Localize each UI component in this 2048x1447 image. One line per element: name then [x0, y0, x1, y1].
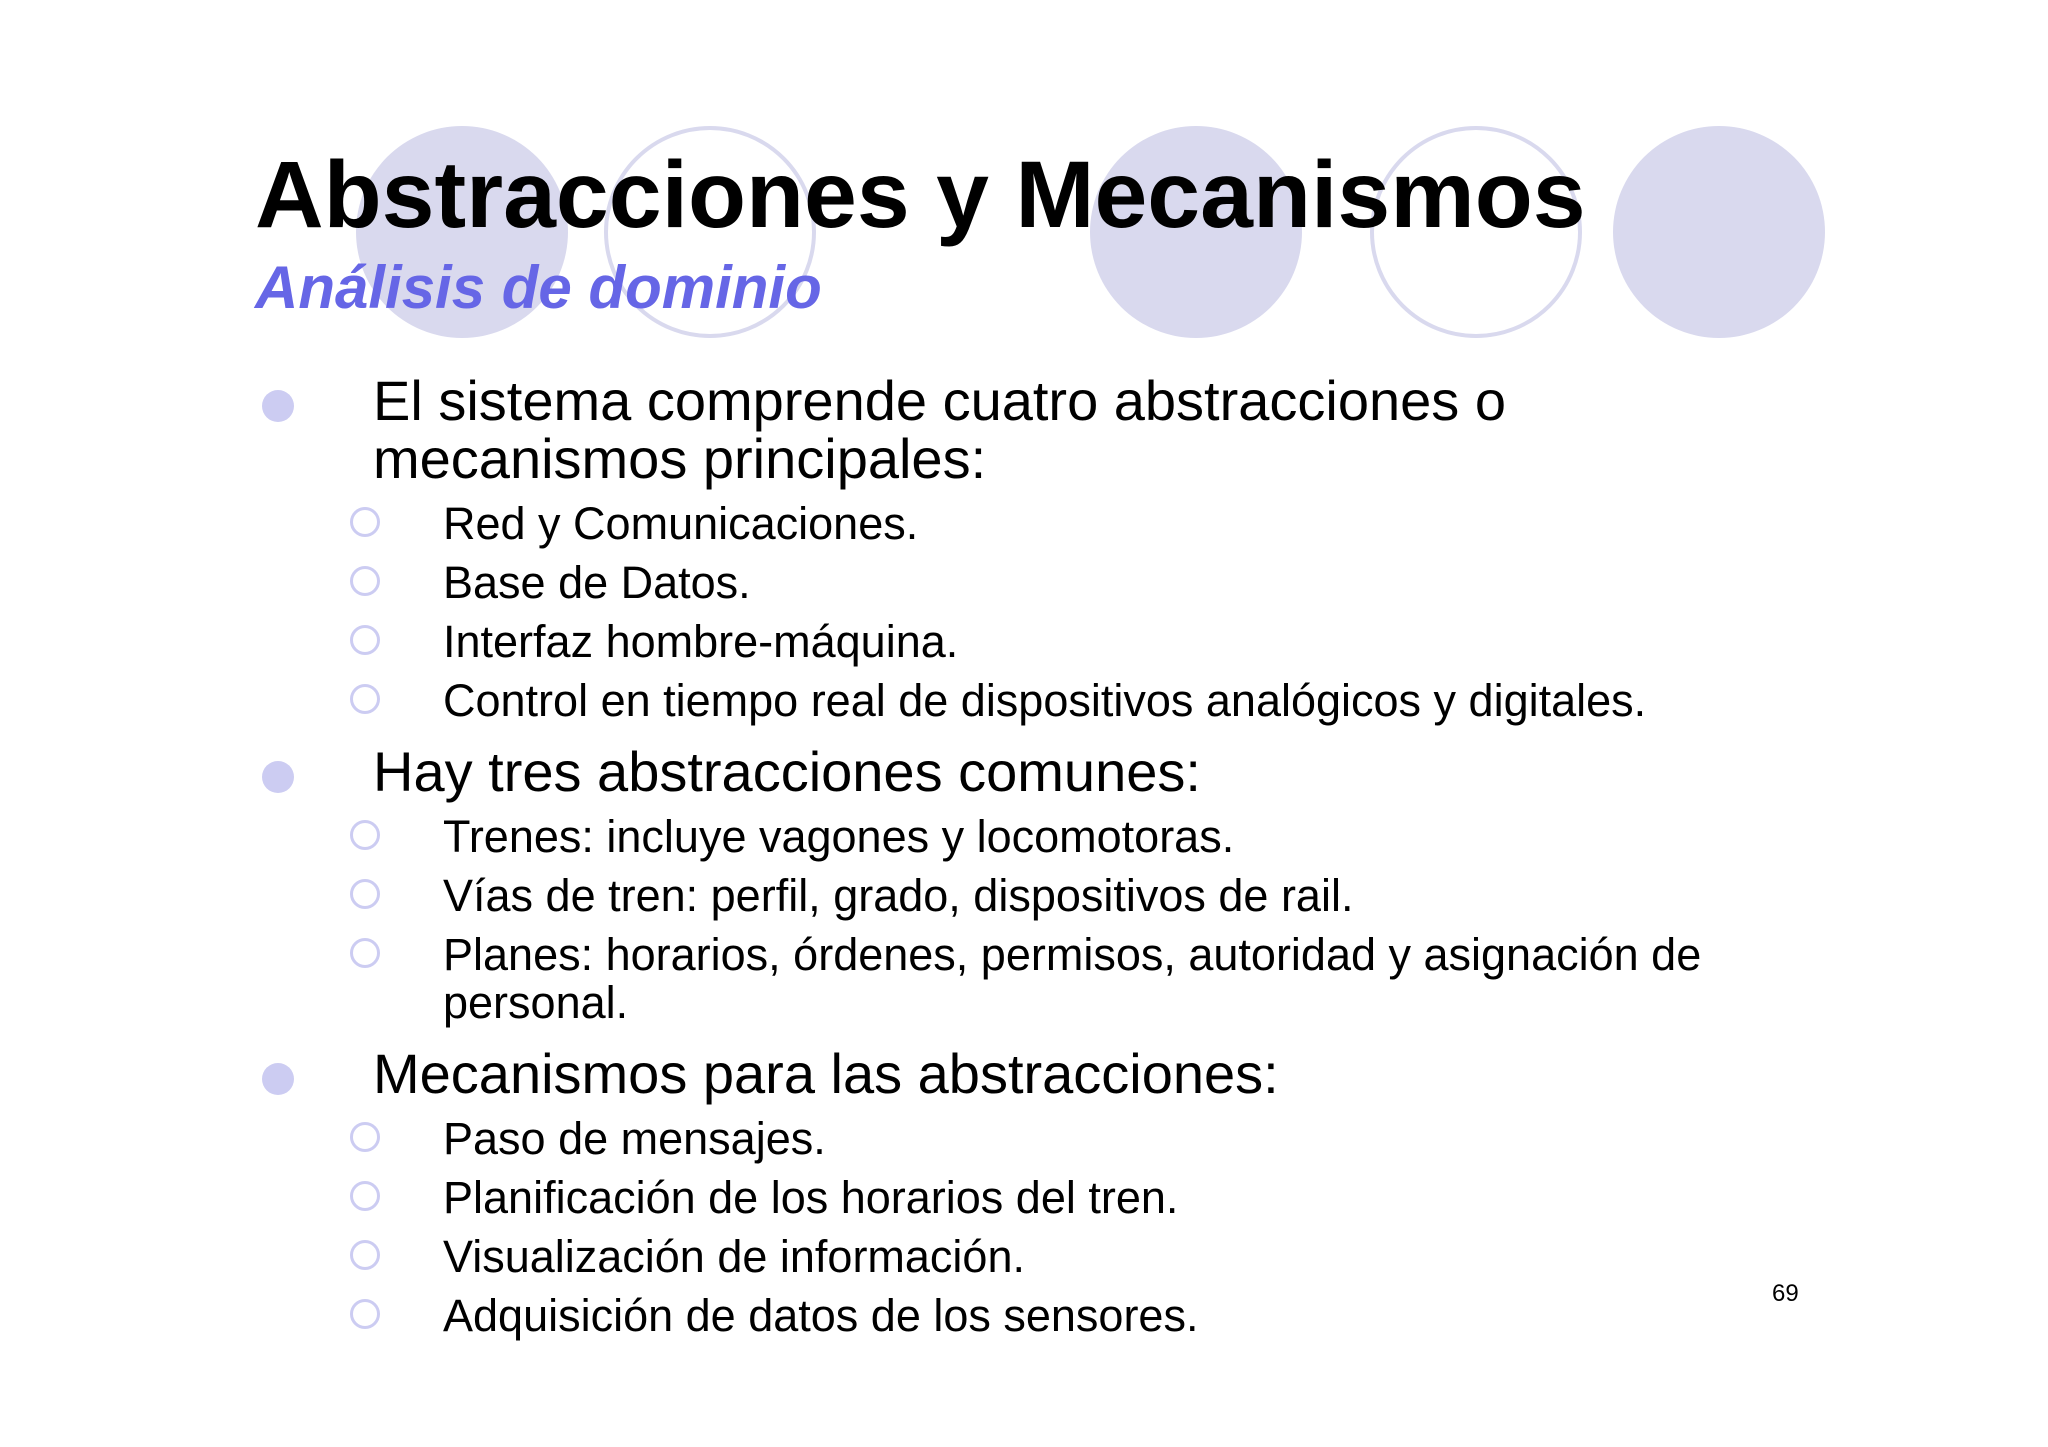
slide-subtitle: Análisis de dominio [255, 254, 822, 321]
bullet-level2 [0, 1292, 1843, 1340]
hollow-circle-bullet-icon [350, 820, 380, 850]
decorative-circle-filled [1613, 126, 1825, 338]
bullet-level2-text: Planificación de los horarios del tren. [443, 1172, 1179, 1223]
hollow-circle-bullet-icon [350, 879, 380, 909]
hollow-circle-bullet-icon [350, 1299, 380, 1329]
bullet-level1-text: El sistema comprende cuatro abstracciones o mecanismos principales: [373, 369, 1506, 490]
bullet-level2 [0, 677, 1843, 725]
bullet-level2-text: Paso de mensajes. [443, 1113, 826, 1164]
bullet-level2 [0, 618, 1843, 666]
slide-title: Abstracciones y Mecanismos [255, 142, 1586, 248]
hollow-circle-bullet-icon [350, 625, 380, 655]
filled-circle-bullet-icon [262, 761, 294, 793]
hollow-circle-bullet-icon [350, 1122, 380, 1152]
bullet-level1-text: Hay tres abstracciones comunes: [373, 740, 1201, 803]
hollow-circle-bullet-icon [350, 684, 380, 714]
bullet-level2 [0, 872, 1843, 920]
bullet-level2-text: Planes: horarios, órdenes, permisos, autoridad y asignación de personal. [443, 929, 1702, 1028]
bullet-level2 [0, 931, 1843, 1027]
bullet-level2 [0, 1174, 1843, 1222]
bullet-level2-text: Interfaz hombre-máquina. [443, 616, 959, 667]
bullet-level1 [0, 740, 1833, 803]
filled-circle-bullet-icon [262, 390, 294, 422]
bullet-level1 [0, 1042, 1833, 1105]
bullet-level2 [0, 1233, 1843, 1281]
page-number: 69 [1772, 1280, 1799, 1307]
hollow-circle-bullet-icon [350, 938, 380, 968]
hollow-circle-bullet-icon [350, 507, 380, 537]
hollow-circle-bullet-icon [350, 1181, 380, 1211]
hollow-circle-bullet-icon [350, 566, 380, 596]
bullet-level2 [0, 559, 1843, 607]
bullet-level2-text: Trenes: incluye vagones y locomotoras. [443, 811, 1235, 862]
bullet-level2-text: Control en tiempo real de dispositivos analógicos y digitales. [443, 675, 1647, 726]
bullet-level2-text: Red y Comunicaciones. [443, 498, 919, 549]
bullet-level2-text: Visualización de información. [443, 1231, 1025, 1282]
bullet-level2 [0, 500, 1843, 548]
bullet-level2 [0, 813, 1843, 861]
bullet-level2-text: Adquisición de datos de los sensores. [443, 1290, 1199, 1341]
bullet-level1-text: Mecanismos para las abstracciones: [373, 1042, 1279, 1105]
filled-circle-bullet-icon [262, 1063, 294, 1095]
bullet-level2 [0, 1115, 1843, 1163]
bullet-list [0, 369, 2048, 1341]
hollow-circle-bullet-icon [350, 1240, 380, 1270]
bullet-level1 [0, 369, 1833, 490]
bullet-level2-text: Base de Datos. [443, 557, 751, 608]
bullet-level2-text: Vías de tren: perfil, grado, dispositivos de rail. [443, 870, 1354, 921]
